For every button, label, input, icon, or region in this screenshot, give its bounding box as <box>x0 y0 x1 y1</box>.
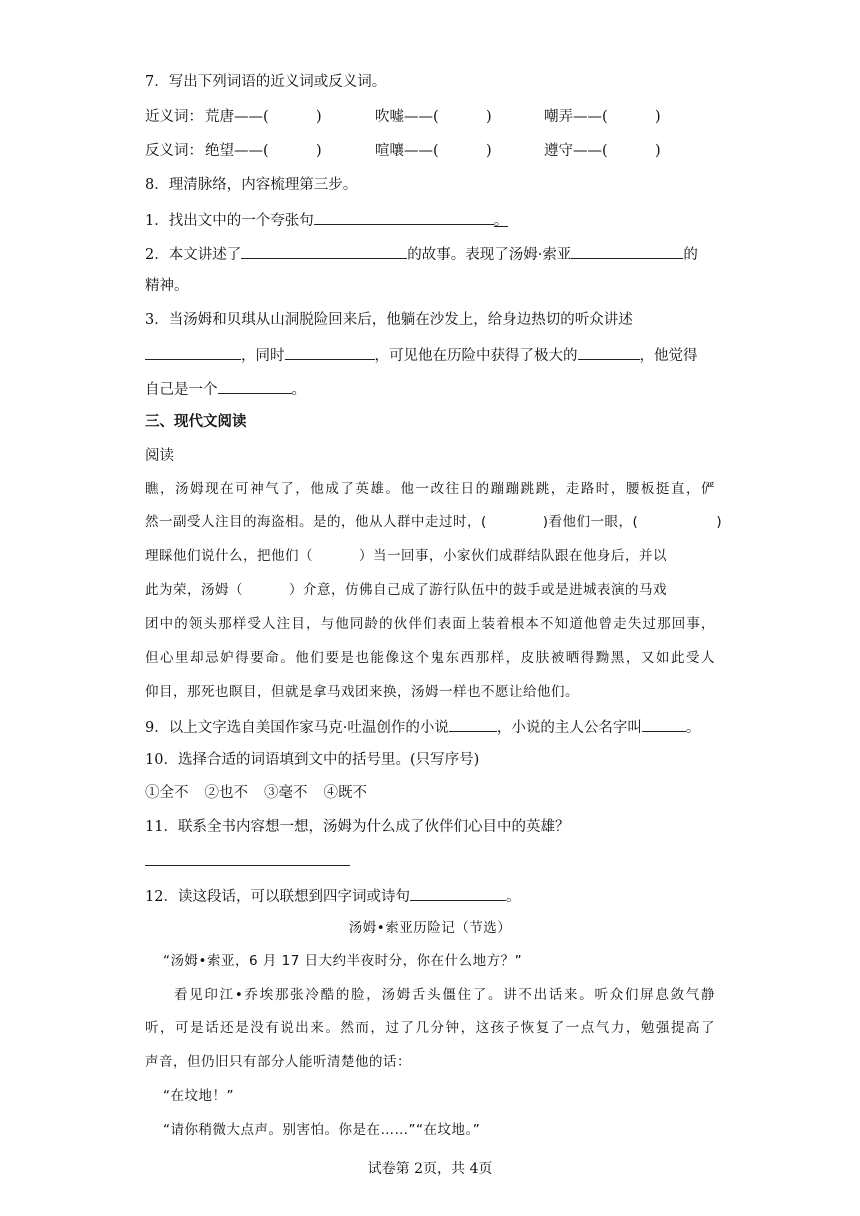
option: ①全不 <box>145 785 189 801</box>
option: ④既不 <box>323 785 367 801</box>
excerpt-paragraph: “请你稍微大点声。别害怕。你是在……”“在坟地。” <box>163 1122 481 1138</box>
excerpt-paragraph: 声音，但仍旧只有部分人能听清楚他的话： <box>145 1054 411 1070</box>
synonym-paren-1: ) <box>316 109 322 125</box>
passage-line: 团中的领头那样受人注目，与他同龄的伙伴们表面上装着根本不知道他曾走失过那回事， <box>145 616 715 632</box>
passage-line: 理睬他们说什么，把他们（ ）当一回事，小家伙们成群结队跟在他身后，并以 <box>145 548 667 564</box>
synonym-paren-2: ) <box>486 109 492 125</box>
antonym-item-3: 遵守——( <box>544 143 608 159</box>
synonym-item-2: 吹嘘——( <box>375 109 439 125</box>
q8-title: 8．理清脉络，内容梳理第三步。 <box>145 177 358 193</box>
answer-blank[interactable] <box>314 209 494 225</box>
excerpt-paragraph: 听，可是话还是没有说出来。然而，过了几分钟，这孩子恢复了一点气力，勉强提高了 <box>145 1020 715 1036</box>
q10-options <box>145 783 367 803</box>
option: ②也不 <box>204 785 248 801</box>
q9: 9．以上文字选自美国作家马克·吐温创作的小说 ，小说的主人公名字叫 。 <box>145 716 700 738</box>
antonym-item-1: 绝望——( <box>205 143 269 159</box>
answer-blank[interactable] <box>285 344 375 360</box>
q8-item-1: 1．找出文中的一个夸张句 。 <box>145 209 508 231</box>
excerpt-paragraph: “汤姆•索亚，6 月 17 日大约半夜时分，你在什么地方？” <box>163 953 523 969</box>
q8-item-2-cont: 精神。 <box>145 278 189 294</box>
answer-blank[interactable] <box>145 344 241 360</box>
passage-line: 但心里却忌妒得要命。他们要是也能像这个鬼东西那样，皮肤被晒得黝黑，又如此受人 <box>145 650 715 666</box>
q11-title: 11．联系全书内容想一想，汤姆为什么成了伙伴们心目中的英雄？ <box>145 819 570 835</box>
excerpt-title: 汤姆•索亚历险记（节选） <box>348 920 512 936</box>
passage-line: 此为荣，汤姆（ ）介意，仿佛自己成了游行队伍中的鼓手或是进城表演的马戏 <box>145 582 667 598</box>
answer-line[interactable] <box>145 865 350 866</box>
antonym-paren-3: ) <box>655 143 661 159</box>
q8-item-3-line2: ，同时 ，可见他在历险中获得了极大的 ，他觉得 <box>145 344 698 366</box>
antonym-label: 反义词： <box>145 143 203 159</box>
answer-blank[interactable] <box>642 716 686 732</box>
q7-antonym-row <box>145 141 203 161</box>
excerpt-paragraph: “在坟地！” <box>163 1088 234 1104</box>
synonym-item-3: 嘲弄——( <box>544 109 608 125</box>
passage-line: 然一副受人注目的海盗相。是的，他从人群中走过时，( )看他们一眼，( ) <box>145 514 723 530</box>
q7-synonym-row <box>145 107 203 127</box>
answer-blank[interactable] <box>571 243 683 259</box>
synonym-label: 近义词： <box>145 109 203 125</box>
q10-title: 10．选择合适的词语填到文中的括号里。(只写序号) <box>145 752 480 768</box>
page-footer: 试卷第 2页，共 4页 <box>367 1161 493 1177</box>
q8-item-3-line3: 自己是一个 。 <box>145 378 306 400</box>
option: ③毫不 <box>264 785 308 801</box>
q12: 12．读这段话，可以联想到四字词或诗句 。 <box>145 885 520 907</box>
excerpt-paragraph: 看见印江•乔埃那张冷酷的脸，汤姆舌头僵住了。讲不出话来。听众们屏息敛气静 <box>174 987 715 1003</box>
read-label: 阅读 <box>145 448 174 464</box>
synonym-item-1: 荒唐——( <box>205 109 269 125</box>
q8-item-2: 2．本文讲述了 的故事。表现了汤姆·索亚 的 <box>145 243 698 265</box>
antonym-paren-2: ) <box>486 143 492 159</box>
answer-blank[interactable] <box>241 243 407 259</box>
passage-line: 瞧，汤姆现在可神气了，他成了英雄。他一改往日的蹦蹦跳跳，走路时，腰板挺直，俨 <box>145 481 715 497</box>
answer-blank[interactable] <box>218 378 292 394</box>
answer-blank[interactable] <box>410 885 506 901</box>
q7-title: 7．写出下列词语的近义词或反义词。 <box>145 74 387 90</box>
antonym-item-2: 喧嚷——( <box>375 143 439 159</box>
passage-line: 仰目，那死也瞑目，但就是拿马戏团来换，汤姆一样也不愿让给他们。 <box>145 684 579 700</box>
synonym-paren-3: ) <box>655 109 661 125</box>
answer-blank[interactable] <box>578 344 640 360</box>
antonym-paren-1: ) <box>316 143 322 159</box>
answer-blank[interactable] <box>449 716 497 732</box>
q8-item-3: 3．当汤姆和贝琪从山洞脱险回来后，他躺在沙发上，给身边热切的听众讲述 <box>145 312 633 328</box>
section-heading: 三、现代文阅读 <box>145 414 247 430</box>
